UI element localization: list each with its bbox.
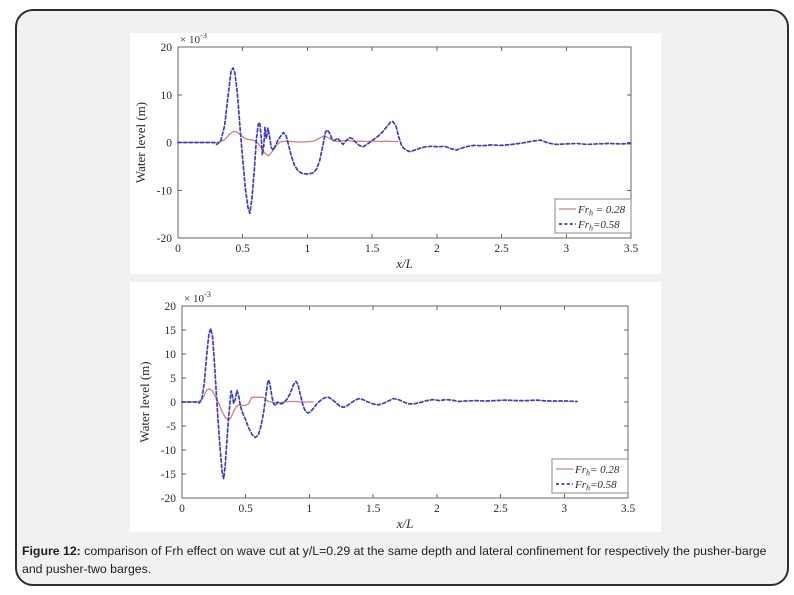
caption-label: Figure 12: [22, 544, 81, 558]
y-tick-label: 10 [160, 89, 172, 102]
x-tick-label: 2 [433, 503, 440, 515]
x-tick-label: 2.5 [493, 503, 508, 515]
y-tick-label: -20 [160, 493, 176, 505]
y-axis-label: Water level (m) [133, 101, 148, 184]
y-tick-label: 5 [170, 373, 176, 385]
y-tick-label: 20 [164, 301, 176, 313]
y-tick-label: 20 [160, 42, 172, 54]
caption-text: comparison of Frh effect on wave cut at y/L=0.29 at the same depth and lateral confinement for respectively the pusher-barge and pusher-two barges. [22, 544, 767, 577]
bottom-chart-canvas [130, 282, 661, 532]
x-tick-label: 3 [561, 503, 568, 515]
chart-bottom-panel [130, 282, 661, 532]
x-axis-label: x/L [396, 256, 413, 271]
legend-label: $Fr_h=0.58$ [575, 479, 617, 493]
x-tick-label: 1 [304, 243, 311, 255]
x-tick-label: 3.5 [623, 243, 639, 255]
x-tick-label: 2 [433, 243, 440, 255]
y-tick-label: 0 [170, 397, 176, 409]
y-axis-label: Water level (m) [137, 361, 152, 443]
x-tick-label: 3 [563, 243, 570, 255]
x-tick-label: 0.5 [235, 243, 250, 255]
x-tick-label: 0.5 [238, 503, 253, 515]
x-tick-label: 3.5 [620, 503, 636, 515]
x-axis-label: x/L [396, 516, 414, 531]
y-tick-label: -20 [156, 233, 172, 245]
x-tick-label: 1.5 [365, 503, 381, 515]
legend-label: $Fr_h = 0.28$ [578, 204, 626, 218]
x-tick-label: 1.5 [364, 243, 380, 255]
y-exponent-label: × $10^{-3}$ [184, 289, 212, 305]
y-tick-label: -10 [156, 185, 172, 198]
legend-label: $Fr_h=0.58$ [578, 219, 620, 233]
chart-top-panel [130, 33, 661, 274]
top-chart-canvas [130, 33, 661, 274]
y-tick-label: 10 [164, 349, 176, 361]
y-tick-label: 0 [166, 137, 172, 150]
y-tick-label: -5 [166, 421, 176, 433]
y-tick-label: 15 [164, 325, 176, 337]
y-exponent-label: × $10^{-3}$ [180, 33, 208, 46]
legend-label: $Fr_h= 0.28$ [575, 464, 620, 478]
x-tick-label: 1 [306, 503, 313, 515]
figure-caption [22, 542, 774, 579]
x-tick-label: 2.5 [494, 243, 509, 255]
x-tick-label: 0 [175, 243, 181, 255]
x-tick-label: 0 [179, 503, 185, 515]
y-tick-label: -10 [160, 445, 176, 457]
y-tick-label: -15 [160, 469, 176, 481]
